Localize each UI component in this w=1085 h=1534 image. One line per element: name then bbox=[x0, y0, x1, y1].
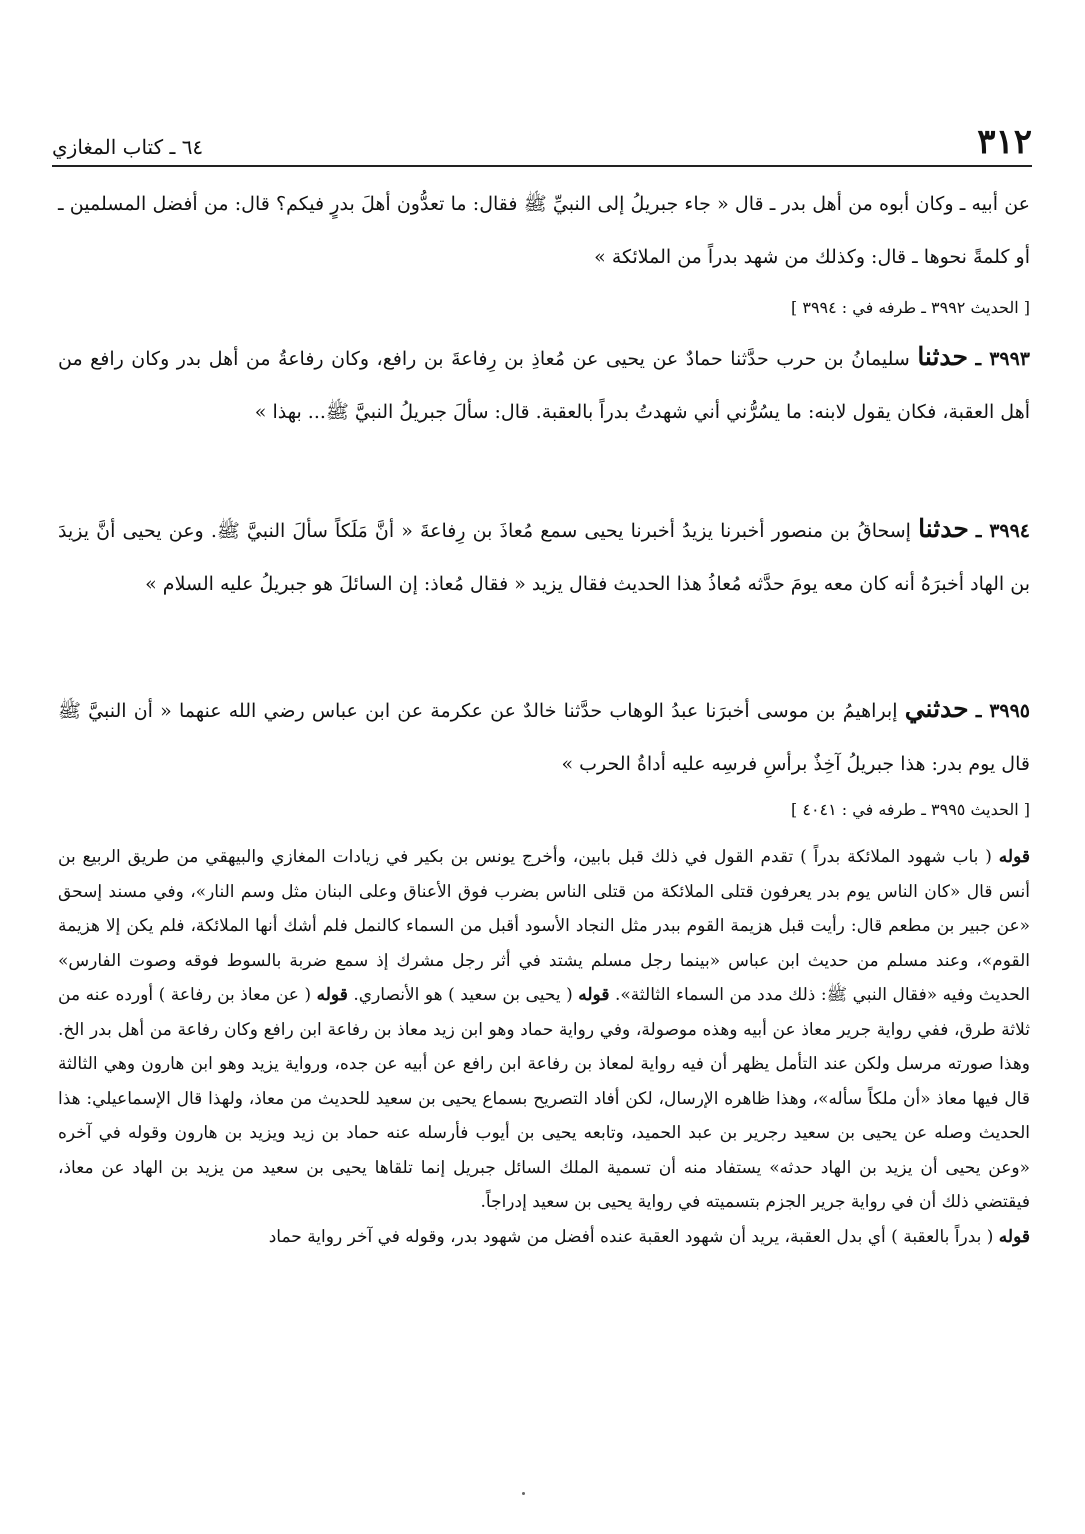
page-header bbox=[52, 112, 1032, 162]
hadith-3992-reference: [ الحديث ٣٩٩٢ ـ طرفه في : ٣٩٩٤ ] bbox=[791, 298, 1030, 317]
commentary-text: ( يحيى بن سعيد ) هو الأنصاري. bbox=[353, 985, 573, 1005]
hadith-text: إسحاقُ بن منصور أخبرنا يزيدُ أخبرنا يحيى سمع مُعاذَ بن رِفاعةَ « أنَّ مَلَكاً سألَ النبيَّ ﷺ. وعن يحيى أنَّ يزيدَ بن الهاد أخبرَهُ أنه كان معه يومَ حدَّثه مُعاذُ هذا الحديث فقال يزيد « فقال مُعاذ: إن السائلَ هو جبريلُ عليه السلام » bbox=[58, 520, 1030, 595]
hadith-3992-continuation bbox=[58, 178, 1030, 284]
qawluhu-marker: قوله bbox=[998, 1226, 1030, 1247]
hadith-number: ٣٩٩٤ ـ bbox=[975, 520, 1031, 542]
haddathana-heading: حدثنا bbox=[918, 514, 969, 543]
header-divider bbox=[52, 165, 1032, 167]
qawluhu-marker: قوله bbox=[578, 985, 610, 1005]
qawluhu-marker: قوله bbox=[998, 847, 1030, 867]
hadith-text: عن أبيه ـ وكان أبوه من أهل بدر ـ قال « جاء جبريلُ إلى النبيِّ ﷺ فقال: ما تعدُّون أهلَ بدرٍ فيكم؟ قال: من أفضل المسلمين ـ أو كلمةً نحوها ـ قال: وكذلك من شهد بدراً من الملائكة » bbox=[58, 193, 1030, 268]
qawluhu-marker: قوله bbox=[316, 985, 348, 1005]
hadith-number: ٣٩٩٣ ـ bbox=[975, 348, 1031, 370]
haddathana-heading: حدثنا bbox=[917, 342, 969, 371]
hadith-3993 bbox=[58, 330, 1030, 439]
page-speck bbox=[522, 1492, 525, 1495]
hadith-text: إبراهيمُ بن موسى أخبرَنا عبدُ الوهاب حدَّثنا خالدٌ عن عكرمة عن ابن عباس رضي الله عنهما « أن النبيَّ ﷺ قال يوم بدر: هذا جبريلُ آخِذٌ برأسِ فرسِه عليه أداةُ الحرب » bbox=[58, 700, 1030, 775]
commentary-text: ( باب شهود الملائكة بدراً ) تقدم القول في ذلك قبل بابين، وأخرج يونس بن بكير في زيادات المغازي والبيهقي من طريق الربيع بن أنس قال «كان الناس يوم بدر يعرفون قتلى الملائكة من قتلى الناس بضرب فوق الأعناق وعلى البنان مثل وسم النار»، وفي مسند إسحق «عن جبير بن مطعم قال: رأيت قبل هزيمة القوم ببدر مثل النجاد الأسود أقبل من السماء كالنمل فلم أشك أنها الملائكة، فلم يكن إلا هزيمة القوم»، وعند مسلم من حديث ابن عباس «بينما رجل مسلم يشتد في أثر رجل مشرك إذ سمع ضربة بالسوط فوقه وصوت الفارس» الحديث وفيه «فقال النبي ﷺ: ذلك مدد من السماء الثالثة». bbox=[58, 847, 1031, 1005]
commentary-paragraph bbox=[58, 1220, 1030, 1255]
hadith-3995-reference: [ الحديث ٣٩٩٥ ـ طرفه في : ٤٠٤١ ] bbox=[791, 800, 1030, 819]
commentary-block bbox=[58, 840, 1030, 1254]
hadith-text: سليمانُ بن حرب حدَّثنا حمادٌ عن يحيى عن مُعاذِ بن رِفاعةَ بن رافع، وكان رفاعةُ من أهل بدر وكان رافع من أهل العقبة، فكان يقول لابنه: ما يسُرُّني أني شهدتُ بدراً بالعقبة. قال: سألَ جبريلُ النبيَّ ﷺ... بهذا » bbox=[58, 348, 1030, 423]
commentary-text: ( عن معاذ بن رفاعة ) أورده عنه من ثلاثة طرق، ففي رواية جرير معاذ عن أبيه وهذه موصولة، وفي رواية حماد وهو ابن زيد معاذ بن رفاعة ابن رافع وكان رفاعة من أهل بدر الخ. وهذا صورته مرسل ولكن عند التأمل يظهر أن فيه رواية لمعاذ بن رفاعة ابن رافع عن أبيه عن جده، ورواية يزيد وهو ابن هارون وهي الثالثة قال فيها معاذ «أن ملكاً سأله»، وهذا ظاهره الإرسال، لكن أفاد التصريح بسماع يحيى بن سعيد للحديث من معاذ، ولهذا قال الإسماعيلي: هذا الحديث وصله عن يحيى بن سعيد رجرير بن عبد الحميد، وتابعه يحيى بن أيوب فأرسله عنه حماد بن زيد ويزيد بن هارون وقوله في آخره «وعن يحيى أن يزيد بن الهاد حدثه» يستفاد منه أن تسمية الملك السائل جبريل إنما تلقاها يحيى بن سعيد من يزيد بن الهاد عن معاذ، فيقتضي ذلك أن في رواية جرير الجزم بتسميته في رواية يحيى بن سعيد إدراجاً. bbox=[58, 985, 1030, 1212]
page-number: ٣١٢ bbox=[977, 122, 1032, 162]
commentary-text: ( بدراً بالعقبة ) أي بدل العقبة، يريد أن شهود العقبة عنده أفضل من شهود بدر، وقوله في آخر رواية حماد bbox=[268, 1226, 994, 1247]
book-title: ٦٤ ـ كتاب المغازي bbox=[52, 135, 204, 159]
haddathana-heading: حدثني bbox=[904, 694, 969, 723]
hadith-number: ٣٩٩٥ ـ bbox=[975, 700, 1031, 722]
commentary-paragraph bbox=[58, 840, 1030, 1220]
hadith-3994 bbox=[58, 502, 1030, 611]
hadith-3995 bbox=[58, 682, 1030, 791]
